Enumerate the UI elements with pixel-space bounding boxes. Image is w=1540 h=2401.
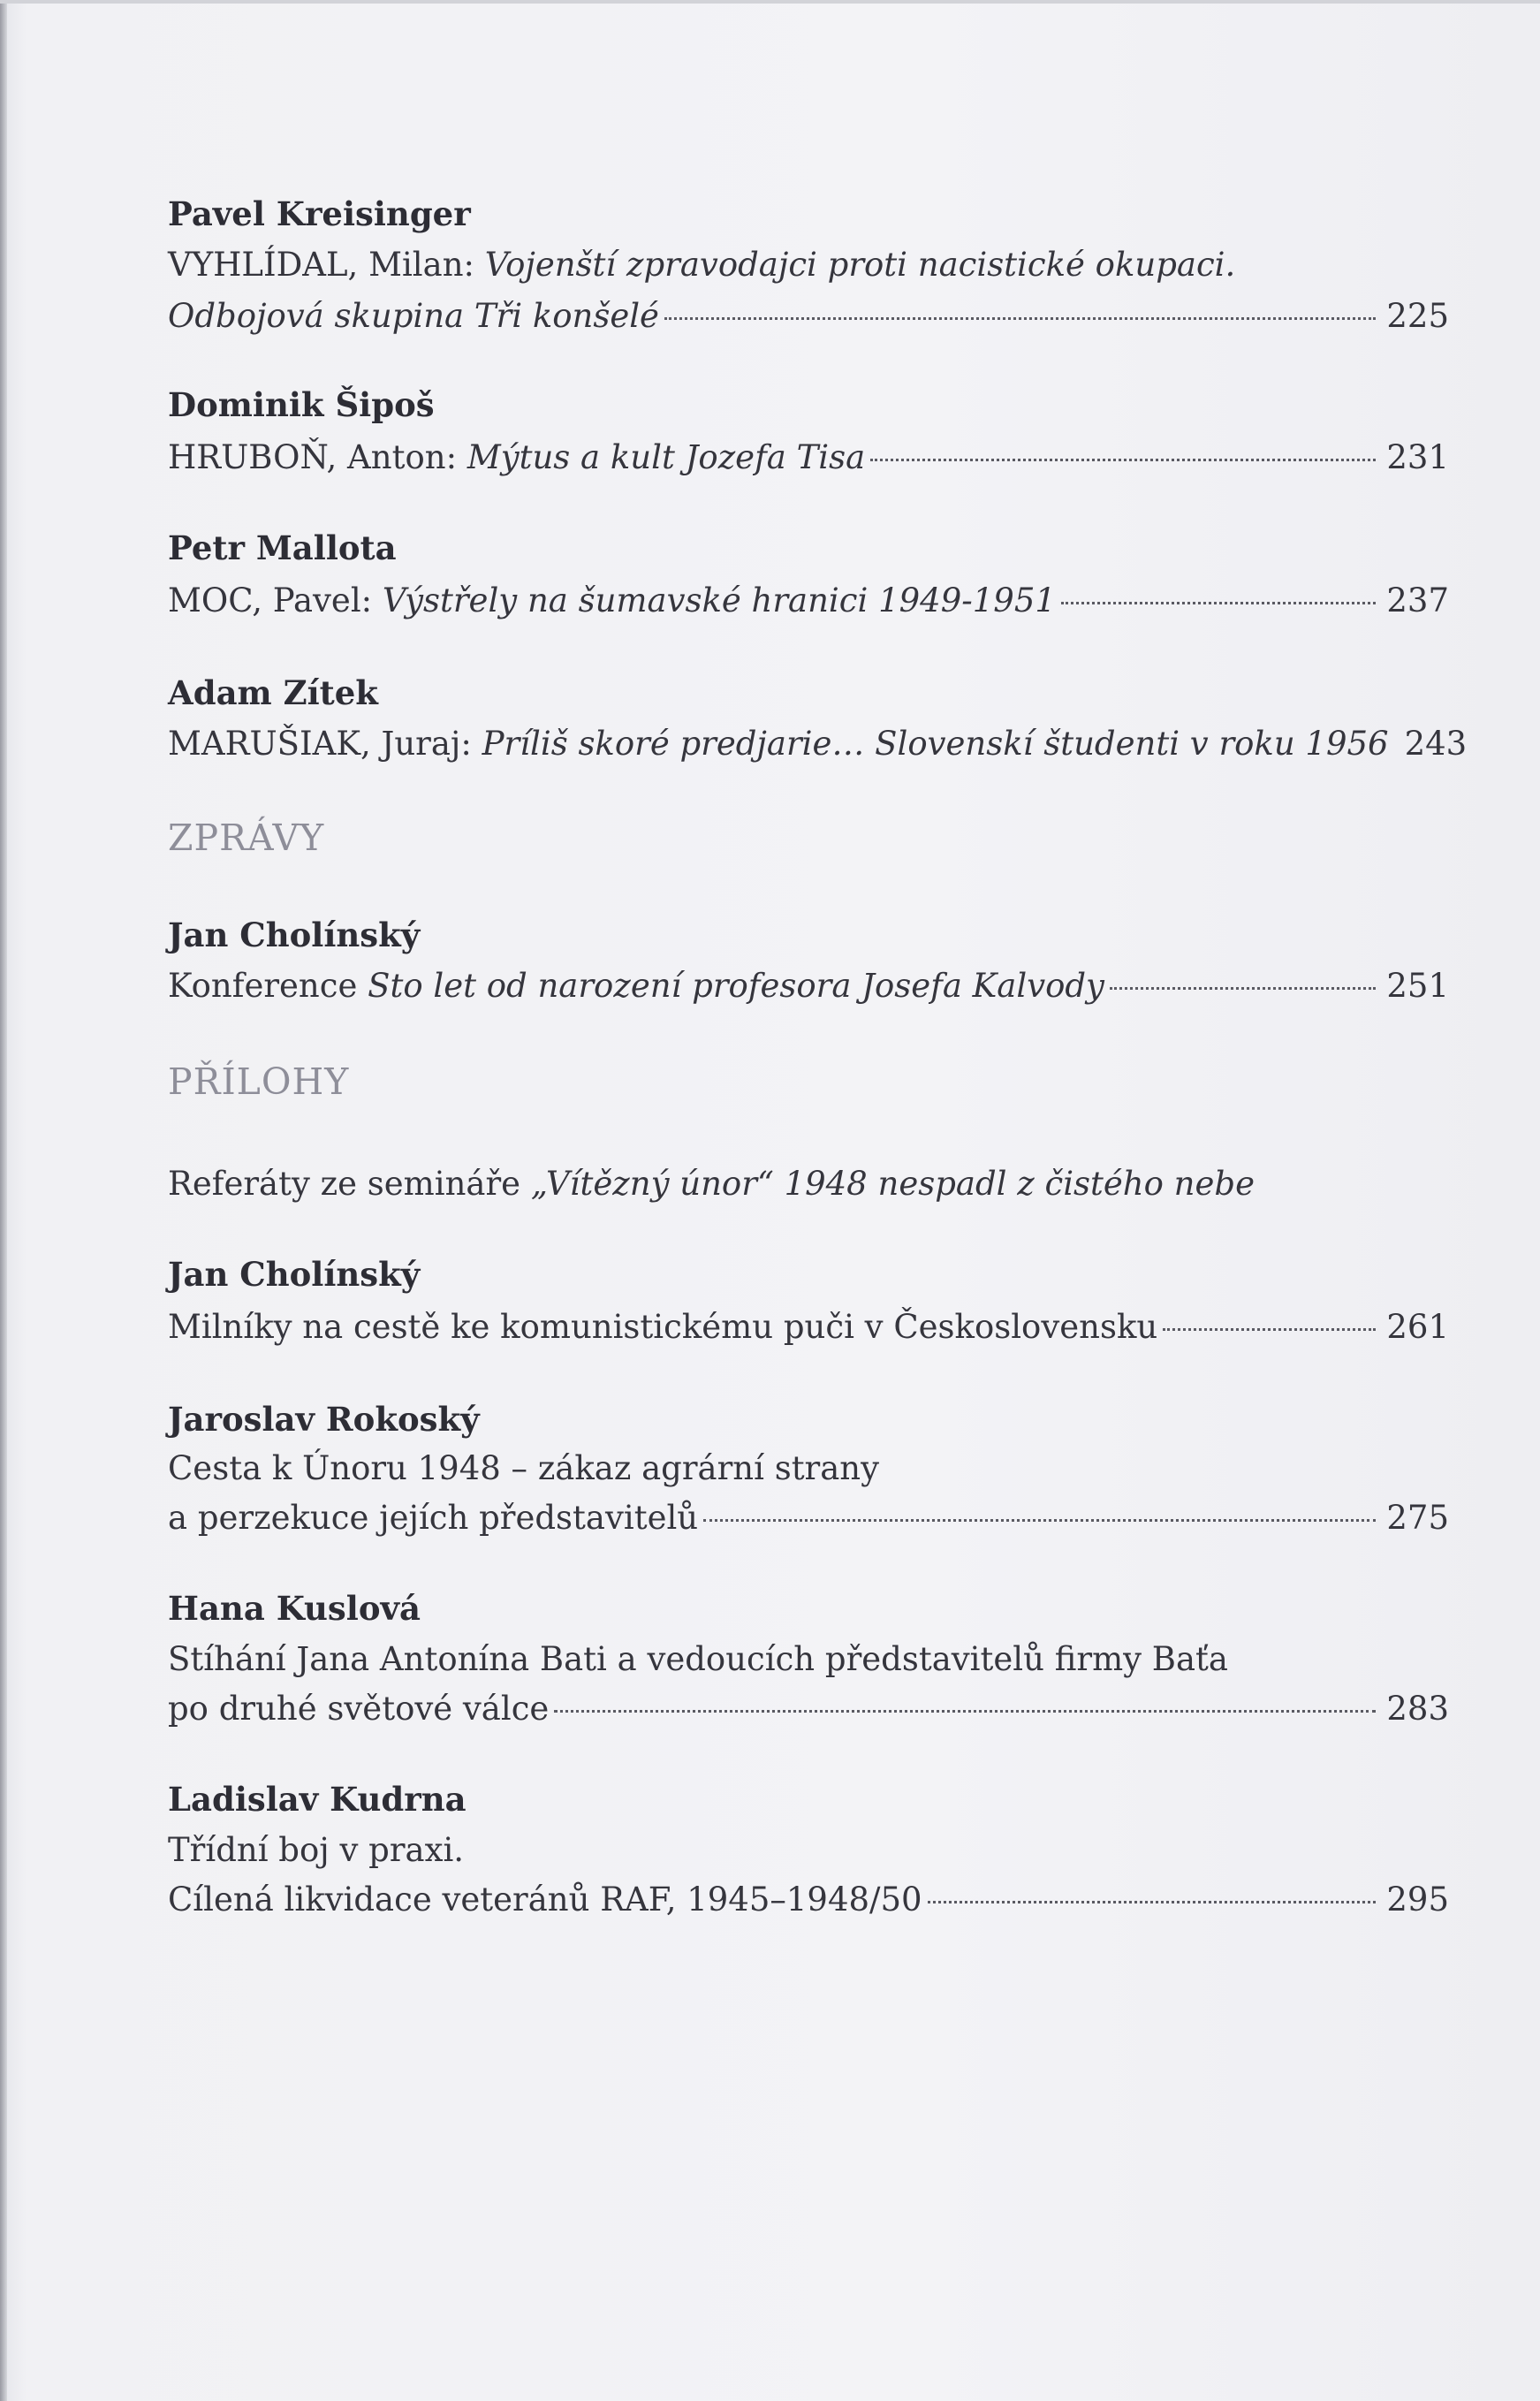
toc-author: Pavel Kreisinger xyxy=(168,194,471,233)
dot-leader xyxy=(928,1901,1377,1903)
seminar-title: Referáty ze semináře „Vítězný únor“ 1948 nespadl z čistého nebe xyxy=(168,1165,1255,1203)
dot-leader xyxy=(664,317,1376,320)
toc-entry-line xyxy=(168,1493,1449,1543)
toc-entry-text: HRUBOŇ, Anton: Mýtus a kult Jozefa Tisa xyxy=(168,438,866,476)
toc-entry-line xyxy=(168,576,1449,626)
toc-author: Hana Kuslová xyxy=(168,1589,421,1628)
toc-page-number: 225 xyxy=(1386,297,1449,335)
toc-author: Jaroslav Rokoský xyxy=(168,1400,480,1439)
dot-leader xyxy=(870,459,1376,461)
toc-entry-line xyxy=(168,1684,1449,1734)
toc-entry-line xyxy=(168,1635,1449,1684)
toc-entry-line xyxy=(168,719,1468,769)
toc-entry-text: Stíhání Jana Antonína Bati a vedoucích představitelů firmy Baťa xyxy=(168,1640,1228,1678)
toc-author: Dominik Šipoš xyxy=(168,385,435,424)
dot-leader xyxy=(554,1710,1376,1713)
toc-entry-text: MARUŠIAK, Juraj: Príliš skoré predjarie… Slovenskí študenti v roku 1956 xyxy=(168,725,1389,763)
toc-entry-text: Odbojová skupina Tři konšelé xyxy=(168,297,659,335)
toc-page-number: 295 xyxy=(1386,1881,1449,1919)
toc-entry-line xyxy=(168,433,1449,482)
page-spine-shadow xyxy=(0,0,7,2401)
toc-page-number: 283 xyxy=(1386,1690,1449,1728)
toc-page-number: 243 xyxy=(1404,725,1468,763)
dot-leader xyxy=(1061,602,1376,604)
toc-entry-line xyxy=(168,1303,1449,1352)
toc-entry-line xyxy=(168,961,1449,1011)
toc-entry-text: Třídní boj v praxi. xyxy=(168,1831,465,1869)
toc-entry-text: MOC, Pavel: Výstřely na šumavské hranici 1949-1951 xyxy=(168,581,1056,619)
toc-page-number: 251 xyxy=(1386,967,1449,1005)
toc-author: Jan Cholínský xyxy=(168,1255,421,1294)
toc-entry-text: Milníky na cestě ke komunistickému puči v Československu xyxy=(168,1308,1158,1346)
dot-leader xyxy=(1110,987,1376,990)
toc-entry-text: Cílená likvidace veteránů RAF, 1945–1948/50 xyxy=(168,1881,922,1919)
toc-entry-text: po druhé světové válce xyxy=(168,1690,550,1728)
toc-author: Petr Mallota xyxy=(168,528,397,567)
toc-entry-text: Cesta k Únoru 1948 – zákaz agrární strany xyxy=(168,1449,880,1487)
dot-leader xyxy=(703,1519,1376,1522)
toc-page-number: 231 xyxy=(1386,438,1449,476)
toc-author: Ladislav Kudrna xyxy=(168,1780,467,1819)
toc-entry-line xyxy=(168,1826,1449,1875)
toc-entry-line xyxy=(168,292,1449,341)
toc-author: Jan Cholínský xyxy=(168,916,421,954)
section-heading-prilohy: PŘÍLOHY xyxy=(168,1060,350,1103)
page-top-edge xyxy=(0,0,1540,4)
toc-author: Adam Zítek xyxy=(168,673,378,712)
section-heading-zpravy: ZPRÁVY xyxy=(168,817,325,859)
toc-entry-text: Konference Sto let od narození profesora Josefa Kalvody xyxy=(168,967,1104,1005)
dot-leader xyxy=(1163,1328,1376,1331)
toc-entry-line xyxy=(168,1444,1449,1493)
toc-entry-text: a perzekuce jejích představitelů xyxy=(168,1499,699,1537)
toc-entry-text: VYHLÍDAL, Milan: Vojenští zpravodajci proti nacistické okupaci. xyxy=(168,246,1236,284)
toc-entry-line xyxy=(168,1875,1449,1925)
toc-page-number: 237 xyxy=(1386,581,1449,619)
toc-entry-line xyxy=(168,240,1449,290)
toc-page-number: 261 xyxy=(1386,1308,1449,1346)
toc-page-number: 275 xyxy=(1386,1499,1449,1537)
